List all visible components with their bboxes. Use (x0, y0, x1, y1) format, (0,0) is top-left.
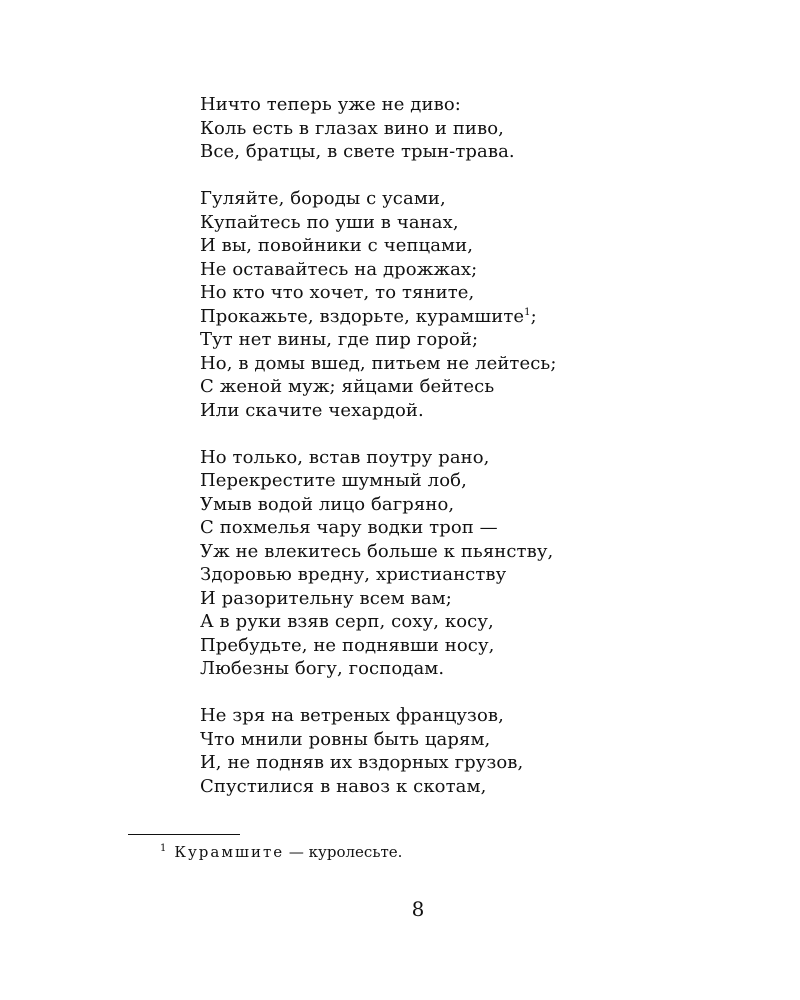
poem-line-text: Гуляйте, бороды с усами, (200, 188, 446, 209)
poem-line-text: Пребудьте, не поднявши носу, (200, 634, 495, 656)
poem-line (200, 375, 760, 399)
poem-line (200, 446, 760, 470)
page-number: 8 (411, 897, 425, 921)
stanza (200, 93, 760, 164)
poem-line-text: Все, братцы, в свете трын-трава. (200, 141, 515, 162)
poem-line-text: И вы, повойники с чепцами, (200, 235, 474, 256)
poem-line (200, 563, 760, 587)
poem-line (200, 751, 760, 775)
poem-line-text: Тут нет вины, где пир горой; (200, 329, 479, 350)
poem-line (200, 281, 760, 305)
footnote-reference[interactable]: 1 (524, 306, 531, 318)
poem-line (200, 399, 760, 423)
poem-line (200, 469, 760, 493)
poem-line-text: Но, в домы вшед, питьем не лейтесь; (200, 352, 557, 374)
poem-line-text: Ничто теперь уже не диво: (200, 94, 461, 115)
footnote (160, 842, 402, 862)
poem-text (200, 93, 760, 822)
footnote-mark: 1 (160, 843, 167, 854)
poem-line (200, 634, 760, 658)
poem-line-text: Прокажьте, вздорьте, курамшите (200, 305, 525, 327)
stanza (200, 187, 760, 422)
poem-line (200, 234, 760, 258)
poem-line (200, 187, 760, 211)
poem-line-text: Что мнили ровны быть царям, (200, 728, 491, 750)
poem-line (200, 587, 760, 611)
poem-line-text: Или скачите чехардой. (200, 399, 424, 421)
poem-line-text: С похмелья чару водки троп — (200, 517, 498, 538)
poem-line-text: А в руки взяв серп, соху, косу, (200, 611, 494, 632)
poem-line (200, 117, 760, 141)
poem-line (200, 305, 760, 329)
line-trailing-punctuation: ; (530, 305, 537, 327)
poem-line-text: Не зря на ветреных французов, (200, 705, 504, 726)
poem-line-text: Любезны богу, господам. (200, 658, 445, 679)
poem-line-text: И, не подняв их вздорных грузов, (200, 752, 524, 773)
poem-line (200, 140, 760, 164)
poem-line (200, 493, 760, 517)
poem-line (200, 328, 760, 352)
poem-line-text: Коль есть в глазах вино и пиво, (200, 117, 505, 139)
stanza (200, 704, 760, 798)
poem-line (200, 211, 760, 235)
poem-line (200, 704, 760, 728)
poem-line-text: Купайтесь по уши в чанах, (200, 211, 459, 233)
poem-line (200, 775, 760, 799)
poem-line-text: С женой муж; яйцами бейтесь (200, 376, 495, 397)
poem-line (200, 93, 760, 117)
poem-line (200, 657, 760, 681)
footnote-term: Курамшите (174, 843, 285, 861)
footnote-separator (128, 834, 240, 835)
poem-line-text: Но только, встав поутру рано, (200, 446, 490, 468)
poem-line (200, 258, 760, 282)
poem-line-text: Уж не влекитесь больше к пьянству, (200, 540, 554, 562)
poem-line-text: Спустилися в навоз к скотам, (200, 775, 487, 797)
poem-line-text: Не оставайтесь на дрожжах; (200, 258, 478, 280)
poem-line (200, 728, 760, 752)
poem-line (200, 352, 760, 376)
stanza (200, 446, 760, 681)
poem-line (200, 540, 760, 564)
poem-line (200, 610, 760, 634)
poem-line-text: Умыв водой лицо багряно, (200, 493, 455, 515)
poem-line (200, 516, 760, 540)
footnote-text: — куролесьте. (284, 843, 403, 861)
poem-line-text: Но кто что хочет, то тяните, (200, 282, 475, 303)
poem-line-text: И разорительну всем вам; (200, 587, 452, 609)
poem-line-text: Перекрестите шумный лоб, (200, 470, 467, 491)
poem-line-text: Здоровью вредну, христианству (200, 564, 507, 585)
